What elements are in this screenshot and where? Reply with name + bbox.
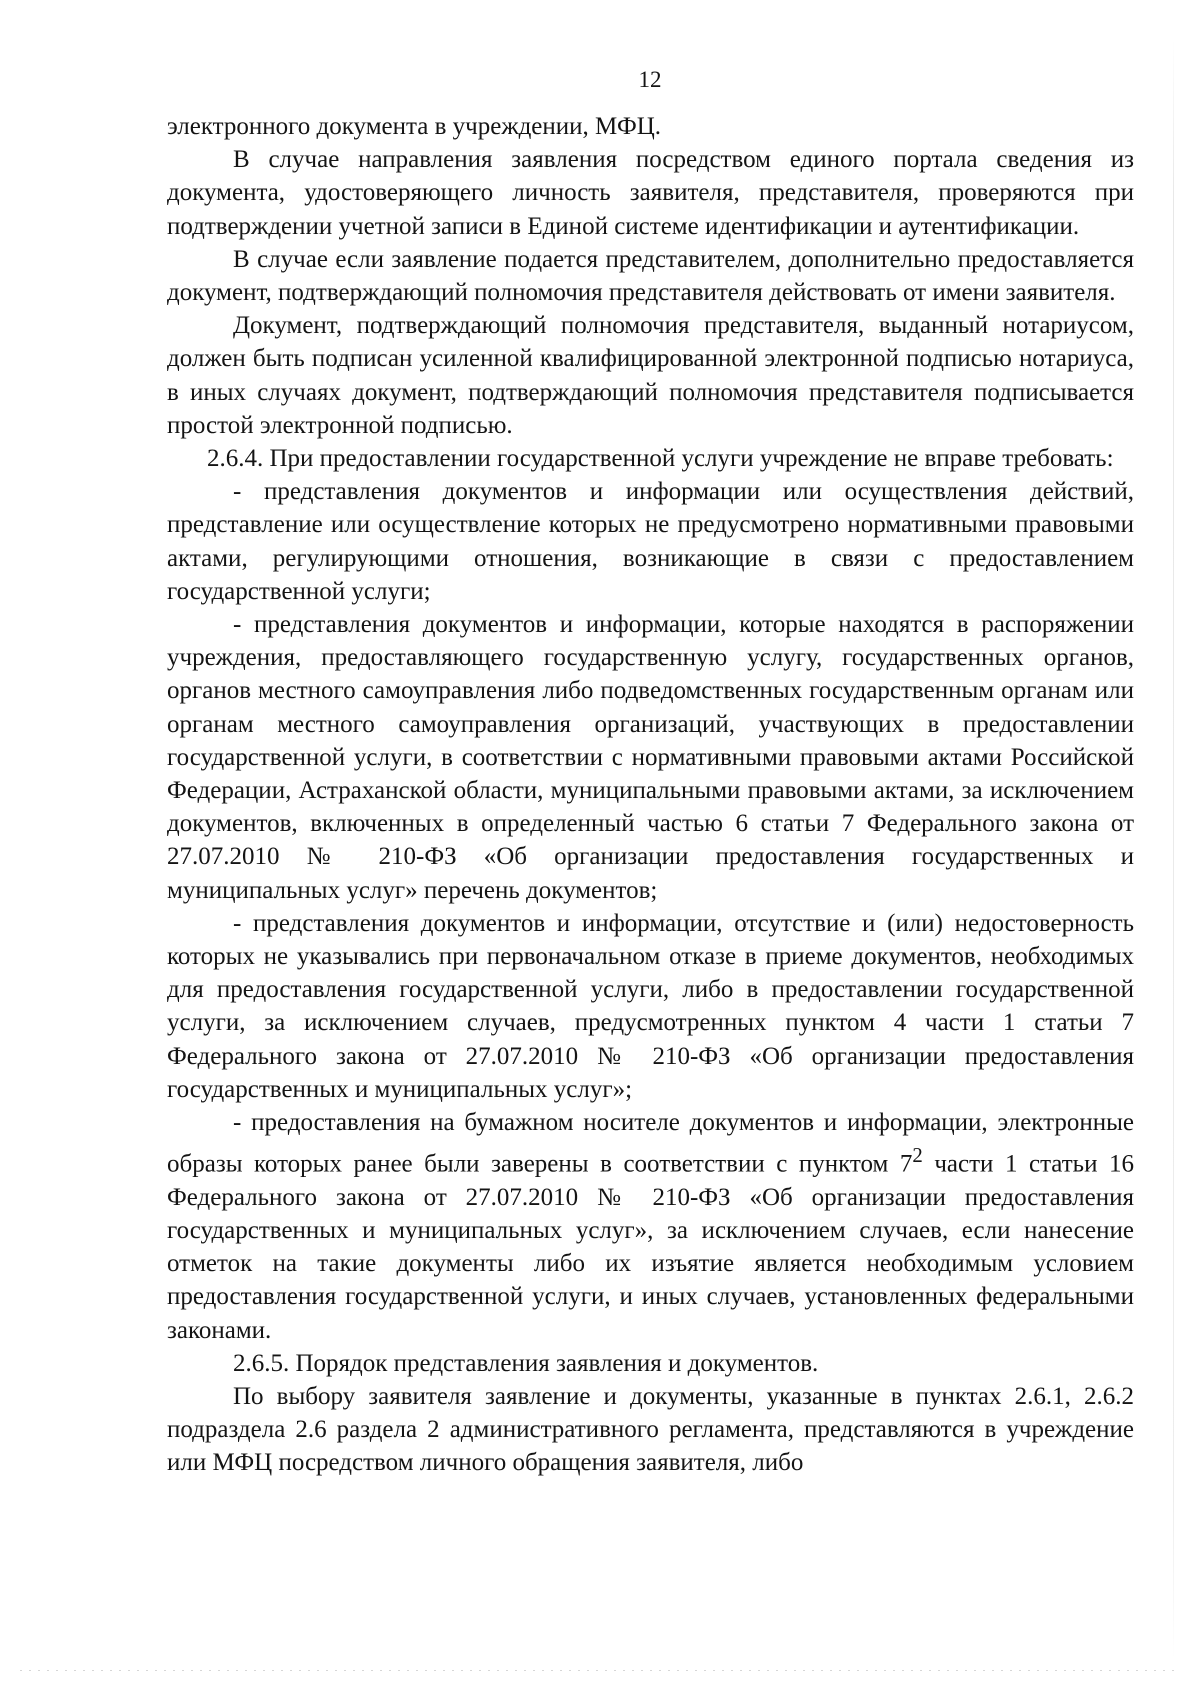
paragraph-representative: В случае если заявление подается представителем, дополнительно предоставляется документ, подтверждающий полномочия представителя действовать от имени заявителя. xyxy=(167,245,1134,307)
scan-bottom-edge xyxy=(20,1670,1180,1671)
paragraph-item-documents-possession: - представления документов и информации, которые находятся в распоряжении учреждения, предоставляющего государственную услугу, государственных органов, органов местного самоуправления либо подведомственных государственным органам или органам местного самоуправления организаций, участвующих в предоставлении государственной услуги, в соответствии с нормативными правовыми актами Российской Федерации, Астраханской области, муниципальными правовыми актами, за исключением документов, включенных в определенный частью 6 статьи 7 Федерального закона от 27.07.2010 № 210-ФЗ «Об организации предоставления государственных и муниципальных услуг» перечень документов; xyxy=(167,611,1134,904)
scan-edge-shadow xyxy=(1173,40,1174,1660)
paper-carrier-superscript: 2 xyxy=(912,1143,923,1168)
paragraph-2-6-4-heading: 2.6.4. При предоставлении государственной услуги учреждение не вправе требовать: xyxy=(207,445,1114,473)
paragraph-single-portal: В случае направления заявления посредством единого портала сведения из документа, удостоверяющего личность заявителя, представителя, проверяются при подтверждении учетной записи в Единой системе идентификации и аутентификации. xyxy=(167,146,1134,240)
paragraph-item-paper-carrier xyxy=(167,1106,1134,1347)
paper-carrier-text-before: - предоставления на бумажном носителе документов и информации, электронные образы которых ранее были заверены в соответствии с пунктом 7 xyxy=(167,1109,1134,1178)
paragraph-item-actions: - представления документов и информации или осуществления действий, представление или осуществление которых не предусмотрено нормативными правовыми актами, регулирующими отношения, возникающие в связи с предоставлением государственной услуги; xyxy=(167,478,1134,605)
document-body xyxy=(167,110,1134,1480)
paragraph-continuation: электронного документа в учреждении, МФЦ. xyxy=(167,113,661,140)
paragraph-notary-document: Документ, подтверждающий полномочия представителя, выданный нотариусом, должен быть подписан усиленной квалифицированной электронной подписью нотариуса, в иных случаях документ, подтверждающий полномочия представителя подписывается простой электронной подписью. xyxy=(167,312,1134,439)
paragraph-item-initial-refusal: - представления документов и информации, отсутствие и (или) недостоверность которых не указывались при первоначальном отказе в приеме документов, необходимых для предоставления государственной услуги, либо в предоставлении государственной услуги, за исключением случаев, предусмотренных пунктом 4 части 1 статьи 7 Федерального закона от 27.07.2010 № 210-ФЗ «Об организации предоставления государственных и муниципальных услуг»; xyxy=(167,909,1134,1103)
paragraph-2-6-5-heading: 2.6.5. Порядок представления заявления и документов. xyxy=(233,1349,819,1377)
paper-carrier-text-after: части 1 статьи 16 Федерального закона от 27.07.2010 № 210-ФЗ «Об организации предоставления государственных и муниципальных услуг», за исключением случаев, если нанесение отметок на такие документы либо их изъятие является необходимым условием предоставления государственной услуги, и иных случаев, установленных федеральными законами. xyxy=(167,1150,1134,1344)
paragraph-submission-choice: По выбору заявителя заявление и документы, указанные в пунктах 2.6.1, 2.6.2 подраздела 2.6 раздела 2 административного регламента, представляются в учреждение или МФЦ посредством личного обращения заявителя, либо xyxy=(167,1383,1134,1477)
page-number: 12 xyxy=(638,67,662,92)
